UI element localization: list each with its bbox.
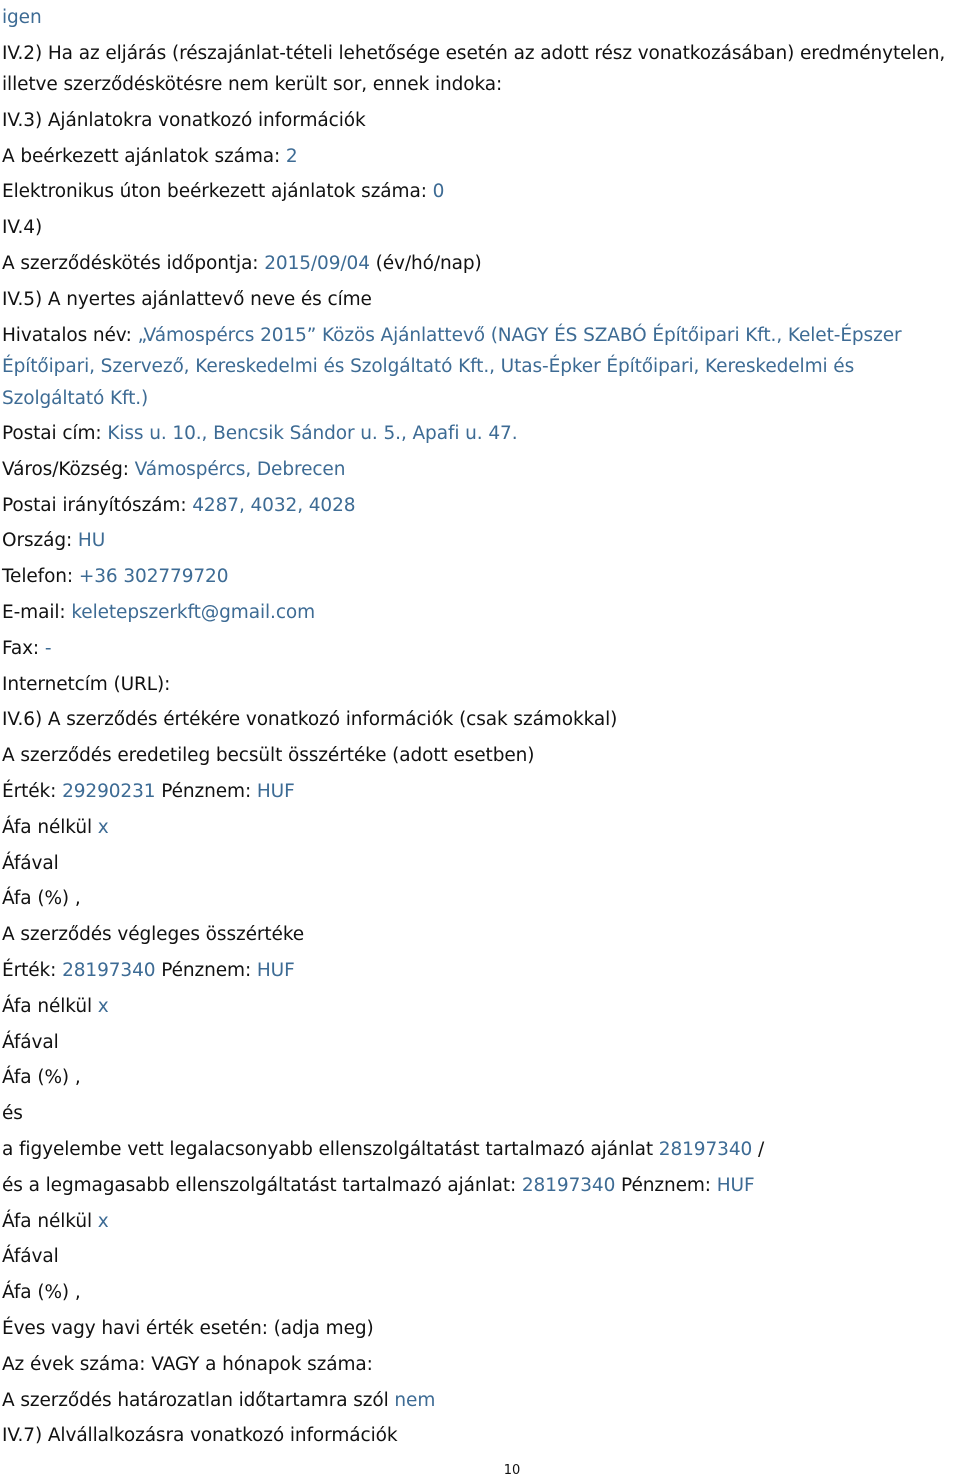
line-official-name [2,318,958,417]
label: Érték: [2,781,63,803]
line-vat-percent: Áfa (%) , [2,1067,81,1089]
line-final-total-heading: A szerződés végleges összértéke [2,924,305,946]
section-iv2-heading: IV.2) Ha az eljárás (részajánlat-tételi lehetősége esetén az adott rész vonatkozásában) eredménytelen, illetve szerződéskötésre nem került sor, ennek indoka: [2,42,946,96]
section-iv6-heading: IV.6) A szerződés értékére vonatkozó információk (csak számokkal) [2,709,618,731]
line-estimated-total-heading: A szerződés eredetileg becsült összértéke (adott esetben) [2,745,535,767]
label: Telefon: [2,566,79,588]
currency-label: Pénznem: [615,1174,717,1196]
section-iv5-heading: IV.5) A nyertes ajánlattevő neve és címe [2,288,372,310]
currency-value: HUF [716,1174,755,1196]
value: 29290231 [62,781,156,803]
value: nem [394,1389,436,1411]
line-phone [2,559,958,595]
label: Áfa nélkül [2,1210,98,1232]
line-postal-address [2,416,958,452]
line-contract-date [2,246,958,282]
label: Postai cím: [2,423,108,445]
value: keletepszerkft@gmail.com [71,602,316,624]
line-electronic-offers-count [2,174,958,210]
line-without-vat [2,1204,958,1240]
value: 2015/09/04 [264,252,370,274]
line-url: Internetcím (URL): [2,673,171,695]
value: 28197340 [521,1174,616,1196]
line-with-vat: Áfával [2,1031,59,1053]
label: Hivatalos név: [2,324,138,346]
value: 28197340 [658,1139,753,1161]
label: a figyelembe vett legalacsonyabb ellenszolgáltatást tartalmazó ajánlat [2,1139,659,1161]
value: 28197340 [62,960,156,982]
label: Áfa nélkül [2,995,98,1017]
currency-label: Pénznem: [155,781,257,803]
page-number: 10 [503,1463,521,1478]
line-lowest-offer [2,1132,958,1168]
label: Áfa nélkül [2,816,98,838]
label: Elektronikus úton beérkezett ajánlatok száma: [2,181,433,203]
line-vat-percent: Áfa (%) , [2,888,81,910]
line-indefinite-duration [2,1383,958,1419]
line-email [2,595,958,631]
line-country [2,523,958,559]
value: Kiss u. 10., Bencsik Sándor u. 5., Apafi u. 47. [107,423,518,445]
suffix: (év/hó/nap) [369,252,482,274]
currency-value: HUF [256,960,295,982]
value: HU [77,530,106,552]
value: 2 [285,145,298,167]
value: x [97,816,109,838]
value: x [97,1210,109,1232]
line-city [2,452,958,488]
line-postal-code [2,488,958,524]
label: Postai irányítószám: [2,494,193,516]
label: Város/Község: [2,458,135,480]
line-and: és [2,1103,23,1125]
value: 4287, 4032, 4028 [192,494,356,516]
line-highest-offer [2,1168,958,1204]
section-iv4-heading: IV.4) [2,217,43,239]
line-with-vat: Áfával [2,1246,59,1268]
label: A beérkezett ajánlatok száma: [2,145,286,167]
line-without-vat [2,989,958,1025]
value: x [97,995,109,1017]
label: és a legmagasabb ellenszolgáltatást tartalmazó ajánlat: [2,1174,522,1196]
value: 0 [432,181,445,203]
value: igen [2,7,42,28]
label: Fax: [2,637,45,659]
label: A szerződés határozatlan időtartamra szól [2,1389,395,1411]
line-fax [2,631,958,667]
value: - [44,637,52,659]
line-estimated-value [2,774,958,810]
currency-value: HUF [256,781,295,803]
line-offers-count [2,139,958,175]
line-years-months: Az évek száma: VAGY a hónapok száma: [2,1353,373,1375]
line-without-vat [2,810,958,846]
section-iv3-heading: IV.3) Ajánlatokra vonatkozó információk [2,109,366,131]
line-annual-monthly: Éves vagy havi érték esetén: (adja meg) [2,1318,374,1339]
line-with-vat: Áfával [2,852,59,874]
section-iv7-heading: IV.7) Alvállalkozásra vonatkozó információk [2,1425,398,1447]
line-final-value [2,953,958,989]
suffix: / [752,1139,765,1161]
line-vat-percent: Áfa (%) , [2,1282,81,1304]
label: A szerződéskötés időpontja: [2,252,265,274]
value: +36 302779720 [78,566,229,588]
value: Vámospércs, Debrecen [134,458,346,480]
value: „Vámospércs 2015” Közös Ajánlattevő (NAGY ÉS SZABÓ Építőipari Kft., Kelet-Épszer Építőipari, Szervező, Kereskedelmi és Szolgáltató Kft., Utas-Épker Építőipari, Kereskedelmi és Szolgáltató Kft.) [2,324,902,409]
line-answer [2,0,958,36]
currency-label: Pénznem: [155,960,257,982]
label: Ország: [2,530,78,552]
label: E-mail: [2,602,72,624]
label: Érték: [2,960,63,982]
